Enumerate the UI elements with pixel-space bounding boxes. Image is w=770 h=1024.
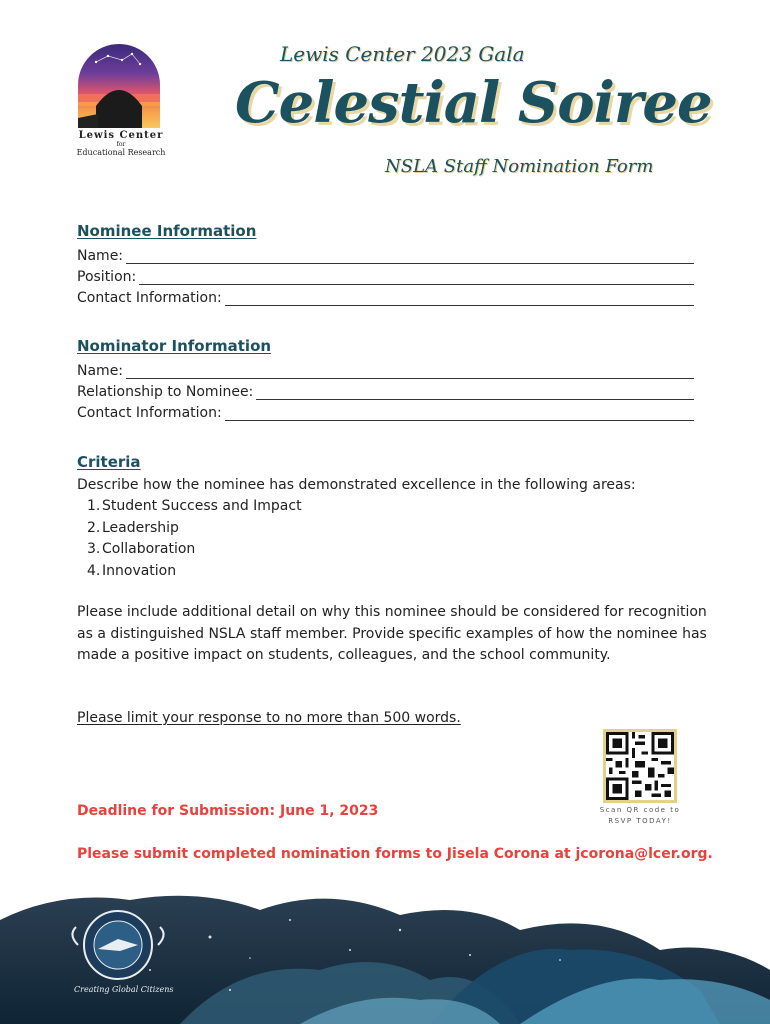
qr-code[interactable] bbox=[603, 729, 677, 803]
footer-tagline: Creating Global Citizens bbox=[74, 985, 174, 994]
criteria-item: Leadership bbox=[102, 519, 179, 536]
criteria-detail: Please include additional detail on why this nominee should be considered for recognition as a distinguished NSLA staff member. Provide specific examples of how the nominee has made a positive impact on students, colleagues, and the school community. bbox=[77, 604, 707, 663]
list-item: 1. Student Success and Impact bbox=[87, 496, 302, 518]
nsla-emblem bbox=[68, 905, 168, 985]
field-label: Name: bbox=[77, 248, 124, 264]
qr-caption-line2: RSVP TODAY! bbox=[608, 817, 672, 825]
criteria-item: Innovation bbox=[102, 562, 177, 579]
list-item: 4. Innovation bbox=[87, 561, 302, 583]
page-title: Celestial Soiree bbox=[235, 70, 712, 136]
field-line[interactable] bbox=[126, 251, 694, 264]
logo-org-name: Lewis Center bbox=[78, 130, 164, 141]
logo-org-for: for bbox=[116, 141, 126, 148]
field-line[interactable] bbox=[139, 272, 694, 285]
field-label: Position: bbox=[77, 269, 137, 285]
list-item: 3. Collaboration bbox=[87, 539, 302, 561]
nominee-name-field[interactable] bbox=[77, 246, 694, 264]
criteria-heading: Criteria bbox=[77, 453, 141, 471]
criteria-list bbox=[87, 496, 302, 582]
submit-instructions: Please submit completed nomination forms to Jisela Corona at jcorona@lcer.org. bbox=[77, 846, 713, 862]
nominator-name-field[interactable] bbox=[77, 361, 694, 379]
criteria-intro: Describe how the nominee has demonstrated excellence in the following areas: bbox=[77, 477, 636, 493]
nominator-contact-field[interactable] bbox=[77, 403, 694, 421]
nominator-heading: Nominator Information bbox=[77, 337, 272, 355]
deadline-text: Deadline for Submission: June 1, 2023 bbox=[77, 803, 379, 819]
qr-caption-line1: Scan QR code to bbox=[599, 806, 681, 814]
field-label: Relationship to Nominee: bbox=[77, 384, 254, 400]
field-line[interactable] bbox=[256, 387, 694, 400]
lewis-center-logo bbox=[76, 44, 166, 159]
observatory-icon bbox=[78, 44, 160, 128]
nominator-relationship-field[interactable] bbox=[77, 382, 694, 400]
qr-caption bbox=[590, 805, 690, 827]
word-limit-note: Please limit your response to no more than 500 words. bbox=[77, 710, 461, 726]
form-subtitle: NSLA Staff Nomination Form bbox=[385, 156, 654, 177]
nominee-heading: Nominee Information bbox=[77, 222, 257, 240]
gala-line: Lewis Center 2023 Gala bbox=[280, 42, 525, 66]
criteria-item: Collaboration bbox=[102, 541, 196, 557]
field-label: Contact Information: bbox=[77, 405, 222, 421]
field-line[interactable] bbox=[225, 408, 694, 421]
field-line[interactable] bbox=[126, 366, 694, 379]
nominee-contact-field[interactable] bbox=[77, 288, 694, 306]
field-label: Contact Information: bbox=[77, 290, 222, 306]
header bbox=[235, 40, 712, 190]
nominee-position-field[interactable] bbox=[77, 267, 694, 285]
logo-org-subtitle: Educational Research bbox=[76, 148, 166, 157]
field-line[interactable] bbox=[225, 293, 694, 306]
criteria-item: Student Success and Impact bbox=[102, 498, 302, 514]
list-item: 2. Leadership bbox=[87, 518, 302, 540]
field-label: Name: bbox=[77, 363, 124, 379]
